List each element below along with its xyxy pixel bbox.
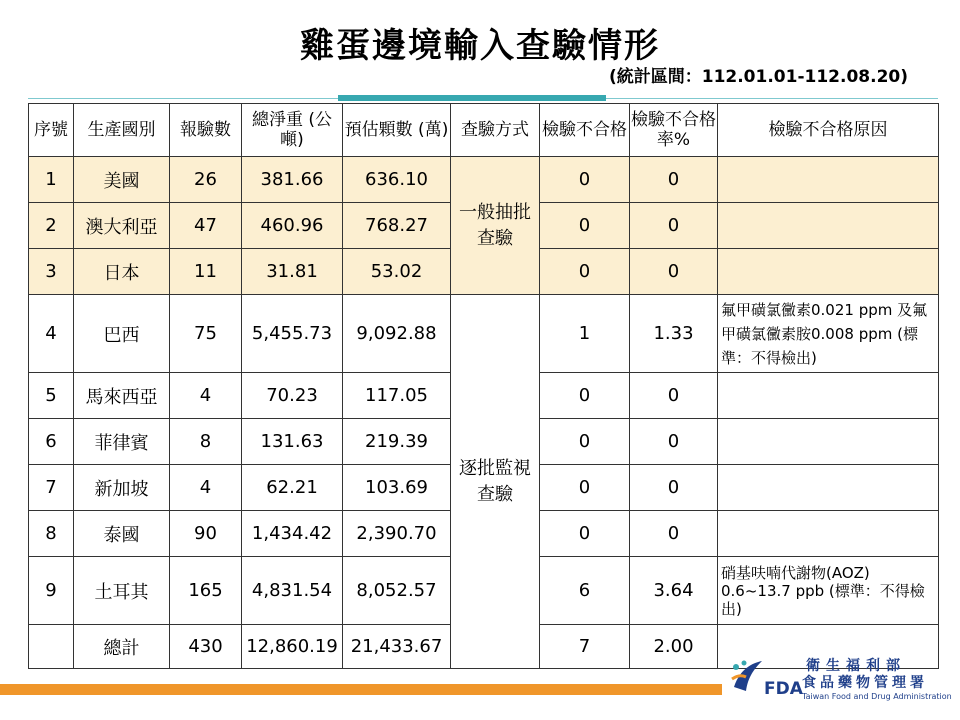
cell-count: 8 — [170, 419, 242, 465]
cell-weight: 70.23 — [242, 373, 343, 419]
cell-weight: 381.66 — [242, 157, 343, 203]
total-count: 430 — [170, 625, 242, 669]
total-eggs: 21,433.67 — [343, 625, 451, 669]
total-label: 總計 — [74, 625, 170, 669]
fda-mark-text: FDA — [764, 679, 803, 699]
header-method: 查驗方式 — [451, 104, 540, 157]
cell-reason — [718, 249, 939, 295]
cell-no: 9 — [29, 557, 74, 625]
cell-no: 8 — [29, 511, 74, 557]
cell-fail: 0 — [540, 157, 630, 203]
cell-eggs: 53.02 — [343, 249, 451, 295]
cell-eggs: 768.27 — [343, 203, 451, 249]
logo-ministry: 衛生福利部 — [806, 658, 906, 674]
cell-count: 47 — [170, 203, 242, 249]
cell-rate: 0 — [630, 157, 718, 203]
cell-weight: 460.96 — [242, 203, 343, 249]
header-eggs: 預估顆數 (萬) — [343, 104, 451, 157]
cell-country: 新加坡 — [74, 465, 170, 511]
cell-no: 3 — [29, 249, 74, 295]
cell-fail: 0 — [540, 419, 630, 465]
total-rate: 2.00 — [630, 625, 718, 669]
fda-logo — [726, 655, 956, 715]
cell-count: 26 — [170, 157, 242, 203]
cell-reason: 氟甲磺氯黴素0.021 ppm 及氟甲磺氯黴素胺0.008 ppm (標準：不得檢出) — [718, 295, 939, 373]
cell-weight: 5,455.73 — [242, 295, 343, 373]
cell-no: 5 — [29, 373, 74, 419]
cell-rate: 1.33 — [630, 295, 718, 373]
cell-reason — [718, 419, 939, 465]
inspection-table — [28, 103, 939, 669]
cell-eggs: 636.10 — [343, 157, 451, 203]
cell-count: 90 — [170, 511, 242, 557]
cell-country: 泰國 — [74, 511, 170, 557]
cell-rate: 0 — [630, 419, 718, 465]
cell-fail: 0 — [540, 373, 630, 419]
cell-eggs: 2,390.70 — [343, 511, 451, 557]
total-weight: 12,860.19 — [242, 625, 343, 669]
header-accent-bar — [338, 95, 606, 101]
cell-country: 日本 — [74, 249, 170, 295]
header-country: 生產國別 — [74, 104, 170, 157]
statistics-period: (統計區間：112.01.01-112.08.20) — [608, 67, 908, 87]
cell-reason — [718, 203, 939, 249]
cell-count: 4 — [170, 465, 242, 511]
cell-eggs: 9,092.88 — [343, 295, 451, 373]
table-row — [29, 157, 939, 203]
cell-reason — [718, 465, 939, 511]
cell-country: 巴西 — [74, 295, 170, 373]
cell-method-sampling: 一般抽批查驗 — [451, 157, 540, 295]
table-header-row — [29, 104, 939, 157]
logo-agency: 食品藥物管理署 — [802, 675, 928, 691]
cell-reason — [718, 511, 939, 557]
cell-count: 165 — [170, 557, 242, 625]
cell-eggs: 117.05 — [343, 373, 451, 419]
header-count: 報驗數 — [170, 104, 242, 157]
cell-fail: 0 — [540, 203, 630, 249]
cell-rate: 0 — [630, 249, 718, 295]
total-fail: 7 — [540, 625, 630, 669]
cell-fail: 0 — [540, 511, 630, 557]
table-row — [29, 295, 939, 373]
header-weight: 總淨重 (公噸) — [242, 104, 343, 157]
cell-no: 1 — [29, 157, 74, 203]
header-fail: 檢驗不合格 — [540, 104, 630, 157]
cell-count: 11 — [170, 249, 242, 295]
cell-method-batch: 逐批監視查驗 — [451, 295, 540, 669]
cell-weight: 131.63 — [242, 419, 343, 465]
footer-accent-bar — [0, 684, 722, 695]
cell-reason: 硝基呋喃代謝物(AOZ) 0.6~13.7 ppb (標準：不得檢出) — [718, 557, 939, 625]
cell-weight: 1,434.42 — [242, 511, 343, 557]
cell-fail: 0 — [540, 249, 630, 295]
page-title: 雞蛋邊境輸入查驗情形 — [300, 26, 660, 66]
cell-no: 2 — [29, 203, 74, 249]
cell-fail: 0 — [540, 465, 630, 511]
cell-eggs: 219.39 — [343, 419, 451, 465]
cell-reason — [718, 157, 939, 203]
cell-count: 4 — [170, 373, 242, 419]
cell-rate: 0 — [630, 511, 718, 557]
logo-english: Taiwan Food and Drug Administration — [802, 692, 952, 701]
cell-country: 澳大利亞 — [74, 203, 170, 249]
cell-no: 7 — [29, 465, 74, 511]
cell-rate: 0 — [630, 203, 718, 249]
cell-weight: 31.81 — [242, 249, 343, 295]
fda-bird-icon — [730, 657, 766, 697]
cell-country: 美國 — [74, 157, 170, 203]
header-reason: 檢驗不合格原因 — [718, 104, 939, 157]
cell-eggs: 103.69 — [343, 465, 451, 511]
cell-no — [29, 625, 74, 669]
cell-eggs: 8,052.57 — [343, 557, 451, 625]
cell-fail: 1 — [540, 295, 630, 373]
header-no: 序號 — [29, 104, 74, 157]
cell-rate: 3.64 — [630, 557, 718, 625]
cell-count: 75 — [170, 295, 242, 373]
cell-rate: 0 — [630, 465, 718, 511]
cell-no: 4 — [29, 295, 74, 373]
cell-country: 菲律賓 — [74, 419, 170, 465]
header-rate: 檢驗不合格率% — [630, 104, 718, 157]
cell-fail: 6 — [540, 557, 630, 625]
cell-reason — [718, 373, 939, 419]
cell-country: 土耳其 — [74, 557, 170, 625]
cell-weight: 4,831.54 — [242, 557, 343, 625]
cell-country: 馬來西亞 — [74, 373, 170, 419]
cell-no: 6 — [29, 419, 74, 465]
cell-weight: 62.21 — [242, 465, 343, 511]
cell-rate: 0 — [630, 373, 718, 419]
